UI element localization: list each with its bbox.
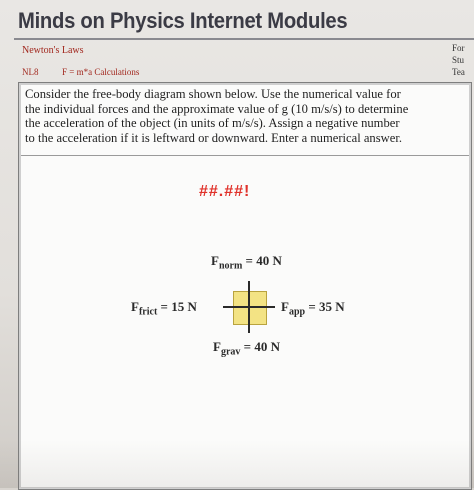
module-name: F = m*a Calculations — [62, 67, 140, 77]
question-panel — [18, 82, 472, 490]
title-divider — [14, 38, 474, 40]
app-title: Minds on Physics Internet Modules — [18, 8, 348, 33]
side-link-for[interactable]: For — [452, 43, 465, 53]
question-line: Consider the free-body diagram shown below. Use the numerical value for — [25, 87, 401, 101]
question-divider — [21, 155, 469, 156]
answer-display: ##.##! — [199, 183, 251, 200]
force-applied-label: $F_{app} = 35$ N — [281, 299, 345, 318]
side-links — [452, 42, 474, 78]
side-link-students[interactable]: Stu — [452, 55, 465, 65]
question-line: the individual forces and the approximate value of g (10 m/s/s) to determine — [25, 101, 409, 116]
question-text — [25, 87, 465, 145]
question-line: the acceleration of the object (in units of m/s/s). Assign a negative number — [25, 116, 400, 130]
subject-label[interactable]: Newton's Laws — [22, 45, 84, 56]
module-code: NL8 — [22, 67, 39, 77]
free-body-diagram — [119, 253, 379, 403]
force-friction-label: $F_{frict} = 15$ N — [131, 299, 197, 318]
force-gravity-label: $F_{grav} = 40$ N — [213, 339, 280, 358]
horizontal-force-arrow — [223, 306, 275, 308]
force-normal-label: $F_{norm} = 40$ N — [211, 253, 282, 272]
side-link-teachers[interactable]: Tea — [452, 67, 465, 77]
question-line: to the acceleration if it is leftward or downward. Enter a numerical answer. — [25, 130, 402, 145]
object-box — [233, 291, 267, 325]
